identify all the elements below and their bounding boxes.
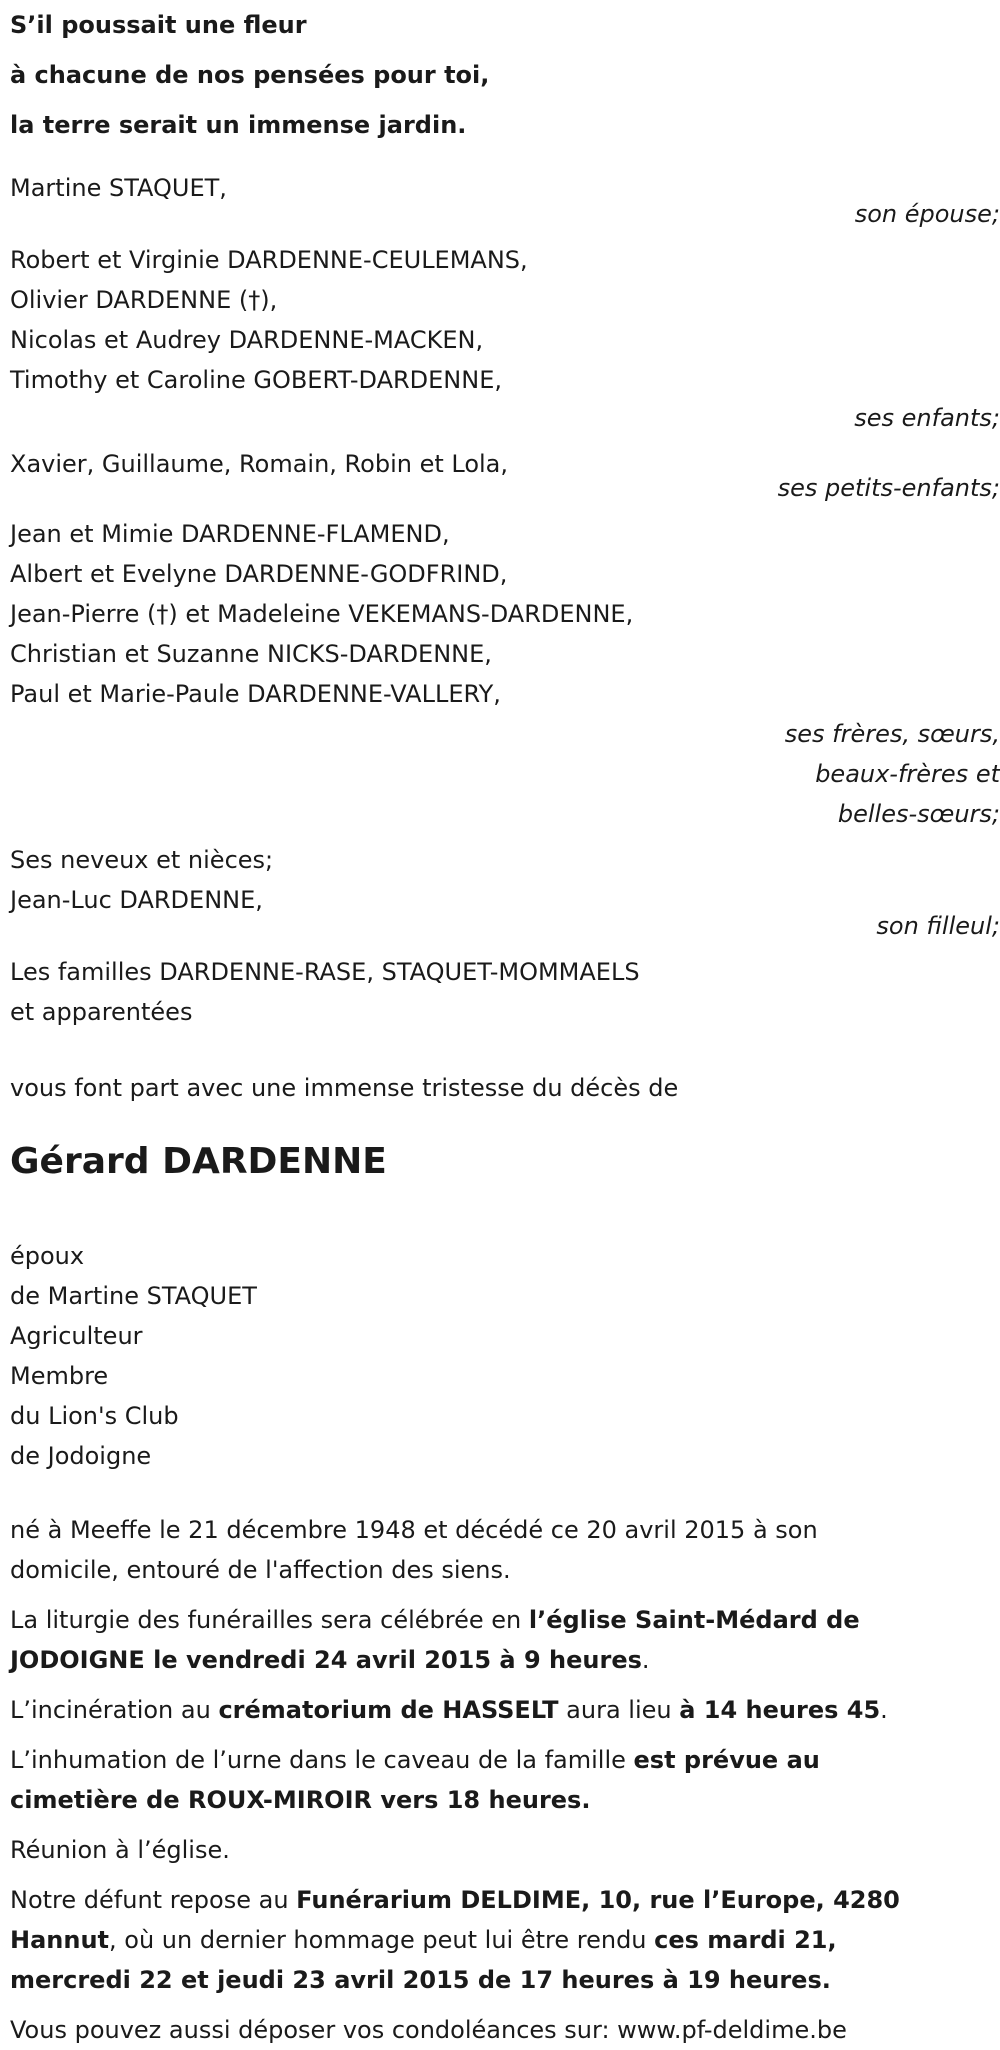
burial-paragraph xyxy=(10,1740,910,1820)
poem-line: S’il poussait une fleur xyxy=(10,11,307,39)
cremation-location: crématorium de HASSELT xyxy=(218,1696,559,1724)
cremation-mid: aura lieu xyxy=(558,1696,680,1724)
poem xyxy=(10,0,1000,150)
poem-line: la terre serait un immense jardin. xyxy=(10,111,467,139)
family-group-spouse xyxy=(10,168,1000,234)
family-name: Les familles DARDENNE-RASE, STAQUET-MOMMAELS xyxy=(10,958,640,986)
family-name: Christian et Suzanne NICKS-DARDENNE, xyxy=(10,640,492,668)
cremation-end: . xyxy=(880,1696,888,1724)
family-name: Xavier, Guillaume, Romain, Robin et Lola, xyxy=(10,450,509,478)
description-line: Agriculteur xyxy=(10,1322,143,1350)
funerarium-hours: ces mardi 21, mercredi 22 et jeudi 23 avril 2015 de 17 heures à 19 heures. xyxy=(10,1926,837,1994)
role-line: beaux-frères et xyxy=(815,760,1000,788)
family-role xyxy=(10,398,1000,438)
family-name: Jean-Pierre (†) et Madeleine VEKEMANS-DARDENNE, xyxy=(10,600,634,628)
birth-death-paragraph: né à Meeffe le 21 décembre 1948 et décédé ce 20 avril 2015 à son domicile, entouré de l'affection des siens. xyxy=(10,1516,818,1584)
role-line: son filleul; xyxy=(876,912,1000,940)
family-name: Martine STAQUET, xyxy=(10,174,227,202)
liturgy-end: . xyxy=(641,1646,650,1674)
description-line: de Martine STAQUET xyxy=(10,1282,257,1310)
funerarium-mid: , où un dernier hommage peut lui être rendu xyxy=(109,1926,655,1954)
liturgy-text: La liturgie des funérailles sera célébrée en xyxy=(10,1606,529,1634)
poem-line: à chacune de nos pensées pour toi, xyxy=(10,61,490,89)
family-name: Paul et Marie-Paule DARDENNE-VALLERY, xyxy=(10,680,501,708)
cremation-text: L’incinération au xyxy=(10,1696,219,1724)
liturgy-location: l’église Saint-Médard de JODOIGNE le vendredi 24 avril 2015 à 9 heures xyxy=(10,1606,860,1674)
role-line: ses frères, sœurs, xyxy=(784,720,1000,748)
family-name: Olivier DARDENNE (†), xyxy=(10,286,278,314)
funerarium-paragraph xyxy=(10,1880,950,2000)
role-line: ses enfants; xyxy=(854,404,1000,432)
burial-location: est prévue au cimetière de ROUX-MIROIR vers 18 heures. xyxy=(10,1746,820,1814)
funerarium-text: Notre défunt repose au xyxy=(10,1886,297,1914)
role-line: son épouse; xyxy=(854,200,1000,228)
description-line: Membre xyxy=(10,1362,109,1390)
family-group-families xyxy=(10,952,1000,1032)
family-group-godson xyxy=(10,840,1000,946)
funerarium-address: Funérarium DELDIME, 10, rue l’Europe, 4280 Hannut xyxy=(10,1886,900,1954)
family-name: Jean et Mimie DARDENNE-FLAMEND, xyxy=(10,520,450,548)
announcement-text: vous font part avec une immense tristesse du décès de xyxy=(10,1074,679,1102)
deceased-name: Gérard DARDENNE xyxy=(10,1141,387,1182)
spacer xyxy=(10,1476,1000,1510)
description-line: de Jodoigne xyxy=(10,1442,152,1470)
liturgy-paragraph xyxy=(10,1600,950,1680)
role-line: ses petits-enfants; xyxy=(777,474,1000,502)
role-line: belles-sœurs; xyxy=(837,800,1000,828)
deceased-description xyxy=(10,1236,1000,1476)
description-line: du Lion's Club xyxy=(10,1402,179,1430)
family-name: Timothy et Caroline GOBERT-DARDENNE, xyxy=(10,366,502,394)
condolences-paragraph: Vous pouvez aussi déposer vos condoléances sur: www.pf-deldime.be xyxy=(10,2016,847,2044)
family-role xyxy=(10,714,1000,834)
family-group-grandchildren xyxy=(10,444,1000,508)
family-group-children xyxy=(10,240,1000,438)
reunion-paragraph: Réunion à l’église. xyxy=(10,1836,230,1864)
family-name: Jean-Luc DARDENNE, xyxy=(10,886,263,914)
family-name: et apparentées xyxy=(10,998,193,1026)
cremation-time: à 14 heures 45 xyxy=(679,1696,881,1724)
family-group-siblings xyxy=(10,514,1000,834)
family-name: Albert et Evelyne DARDENNE-GODFRIND, xyxy=(10,560,508,588)
cremation-paragraph xyxy=(10,1690,1000,1730)
family-name: Ses neveux et nièces; xyxy=(10,846,274,874)
spacer xyxy=(10,1038,1000,1068)
description-line: époux xyxy=(10,1242,85,1270)
burial-text: L’inhumation de l’urne dans le caveau de la famille xyxy=(10,1746,634,1774)
family-name: Nicolas et Audrey DARDENNE-MACKEN, xyxy=(10,326,484,354)
family-name: Robert et Virginie DARDENNE-CEULEMANS, xyxy=(10,246,528,274)
